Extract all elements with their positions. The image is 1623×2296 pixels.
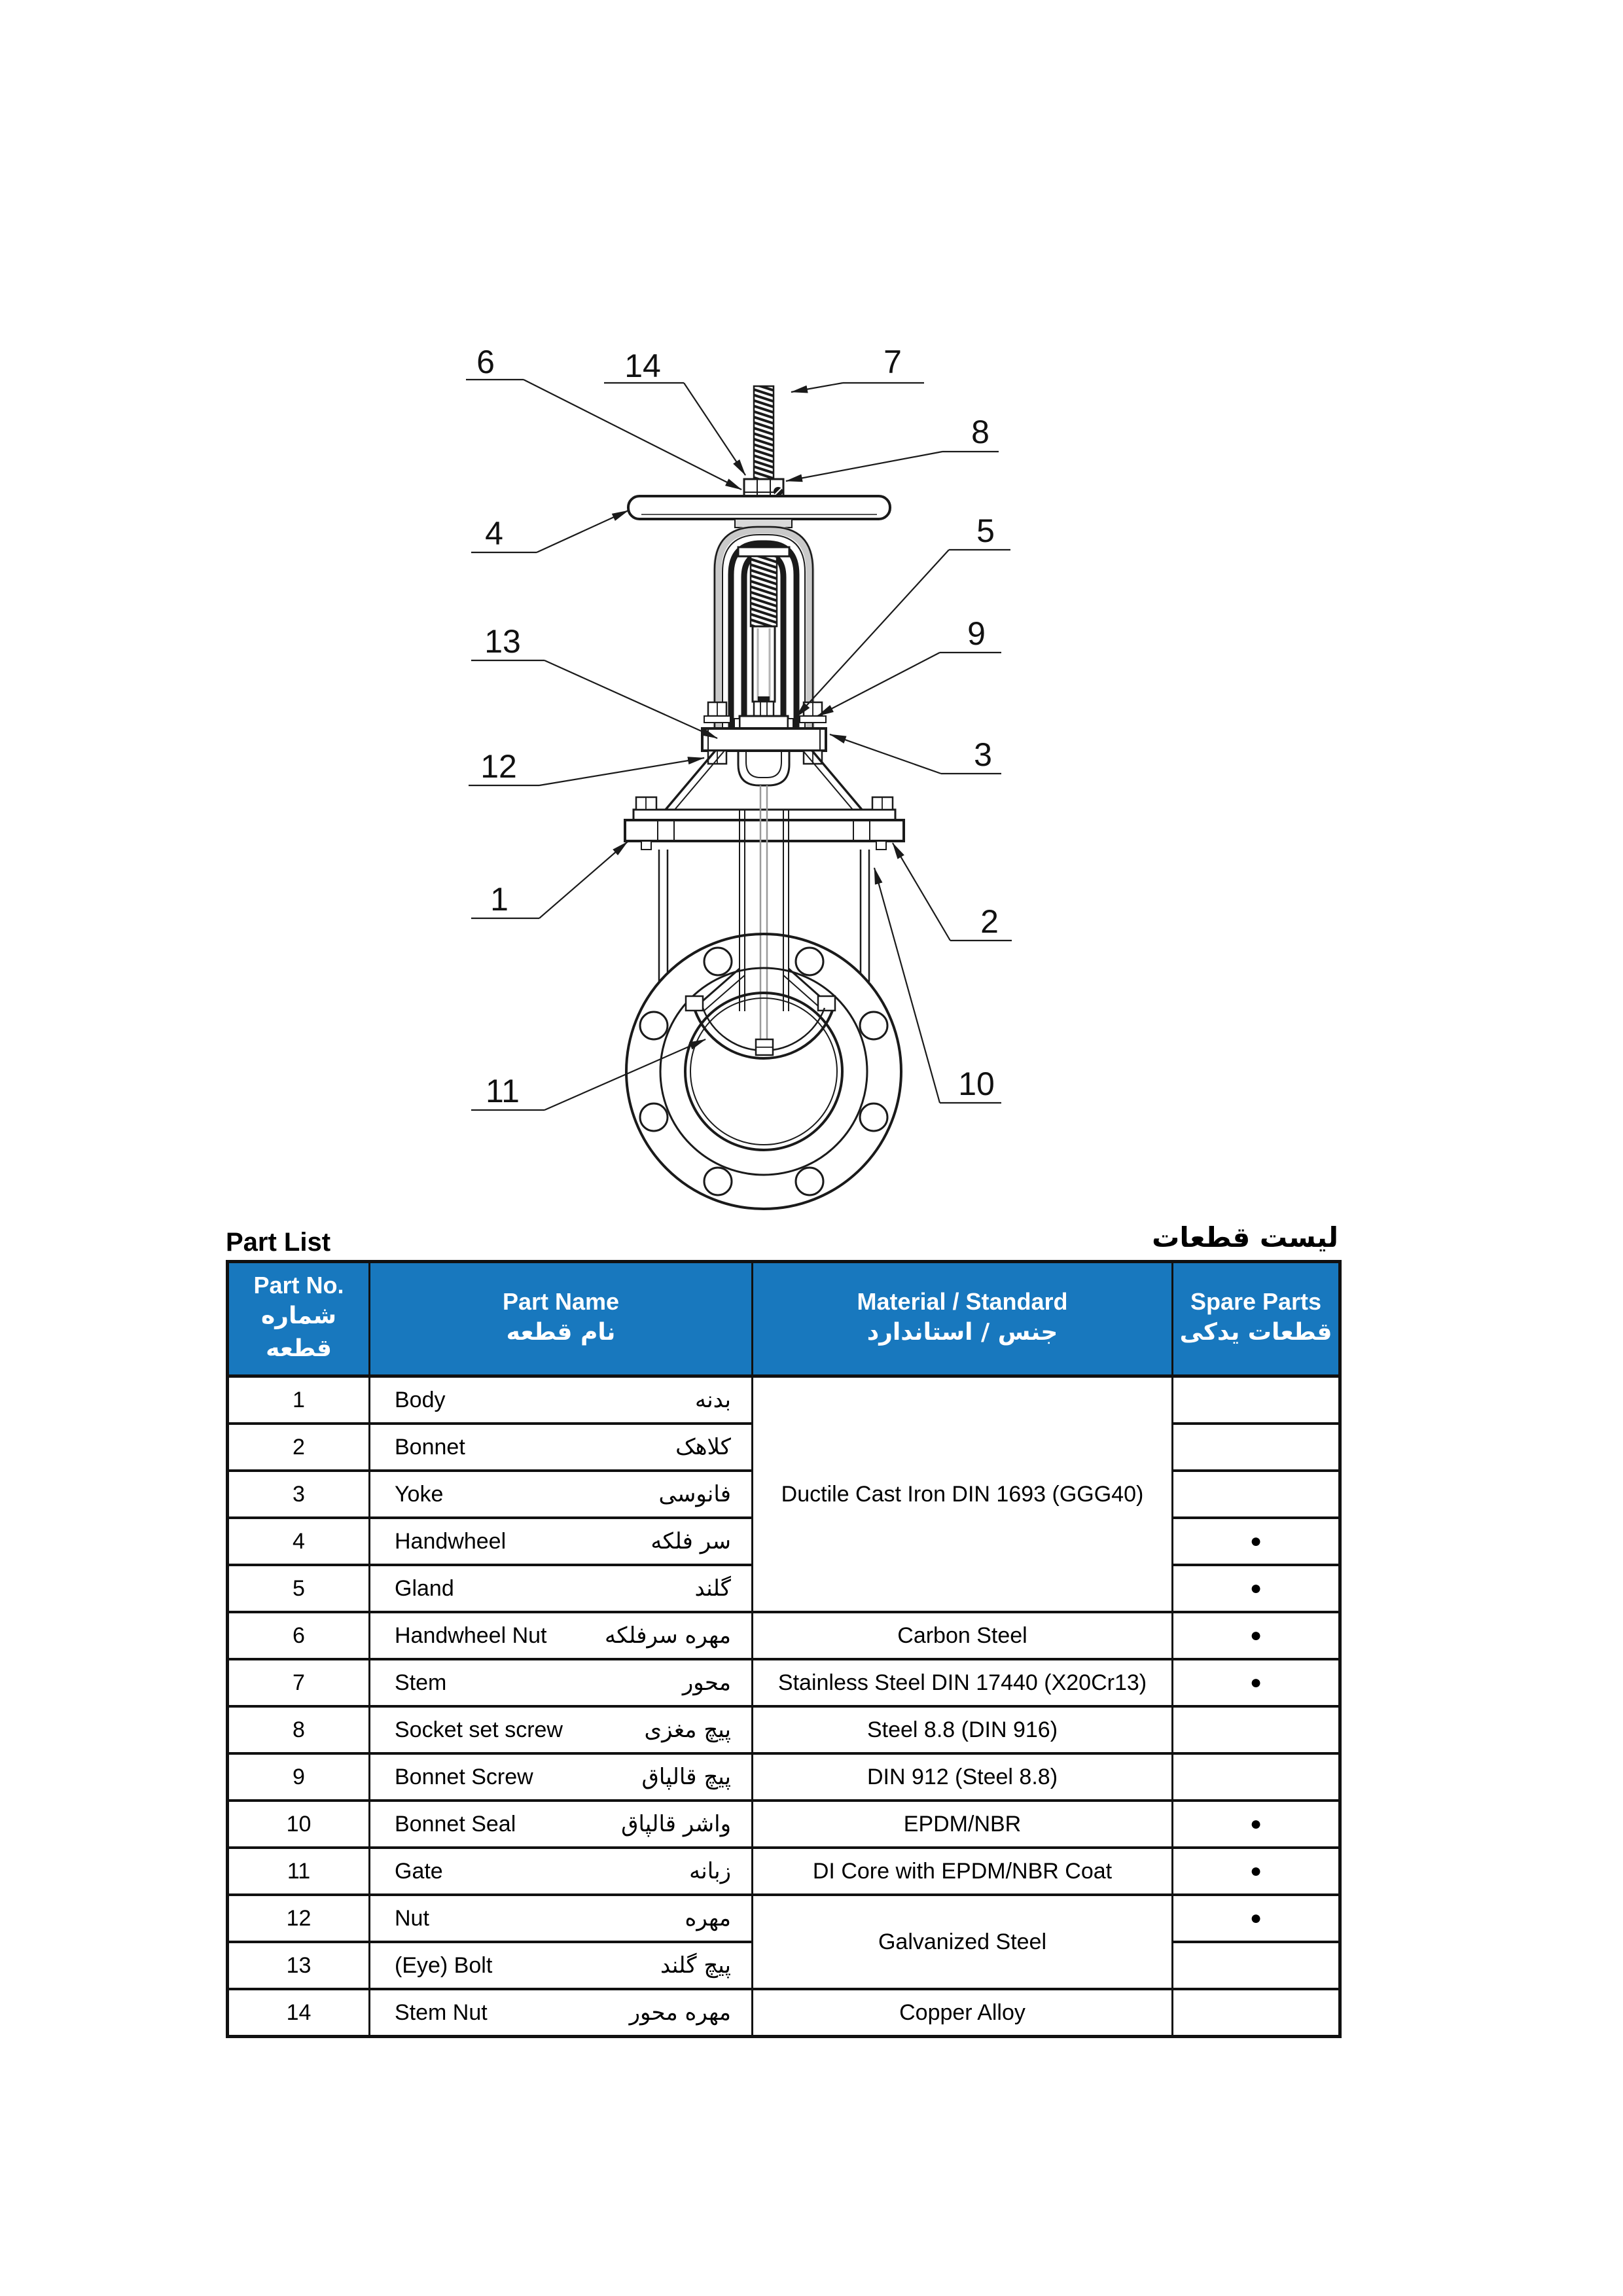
header-part-no [228,1262,370,1376]
callout-label-1: 1 [490,881,508,918]
part-name-en: Bonnet [395,1434,465,1460]
part-list-title: Part List [226,1228,331,1257]
cell-no: 10 [228,1801,370,1848]
cell-name [370,1376,753,1424]
table-row [228,1659,1340,1706]
callout-label-11: 11 [486,1073,520,1109]
stem-thread [754,386,774,479]
cell-no: 1 [228,1376,370,1424]
part-name-fa: زبانه [689,1858,731,1884]
cell-name [370,1942,753,1989]
part-name-en: Bonnet Seal [395,1811,516,1837]
cell-material: Galvanized Steel [753,1895,1173,1989]
callout-label-3: 3 [974,736,992,773]
stem [751,556,777,702]
cell-no: 13 [228,1942,370,1989]
part-name-fa: پیچ مغزی [644,1717,731,1743]
cell-material: DI Core with EPDM/NBR Coat [753,1848,1173,1895]
callout-label-7: 7 [883,344,902,380]
cell-name [370,1471,753,1518]
part-name-en: Gland [395,1575,454,1601]
cell-material: Copper Alloy [753,1989,1173,2037]
cell-spare [1173,1753,1340,1801]
cell-name [370,1848,753,1895]
cell-no: 8 [228,1706,370,1753]
callout-14 [604,383,745,475]
cell-spare: ● [1173,1895,1340,1942]
part-name-en: Yoke [395,1481,444,1507]
table-row [228,1706,1340,1753]
part-name-en: Bonnet Screw [395,1764,533,1789]
callout-8 [786,452,999,481]
cell-no: 6 [228,1612,370,1659]
part-name-en: Body [395,1387,446,1412]
callout-label-10: 10 [958,1066,995,1102]
cell-spare [1173,1942,1340,1989]
cell-spare [1173,1376,1340,1424]
header-spare [1173,1262,1340,1376]
cell-spare: ● [1173,1659,1340,1706]
callout-label-6: 6 [476,344,495,380]
callout-label-5: 5 [976,512,995,549]
cell-no: 14 [228,1989,370,2037]
cell-spare [1173,1989,1340,2037]
table-row [228,1612,1340,1659]
part-name-fa: سر فلکه [651,1528,731,1554]
cell-no: 4 [228,1518,370,1565]
cell-name [370,1659,753,1706]
header-part-no-en: Part No. [253,1272,344,1299]
handwheel [628,496,890,528]
callout-13 [471,660,717,738]
cell-name [370,1895,753,1942]
cell-material: Stainless Steel DIN 17440 (X20Cr13) [753,1659,1173,1706]
callout-6 [466,380,741,490]
header-part-no-fa: شماره قطعه [260,1302,337,1362]
cell-spare: ● [1173,1848,1340,1895]
body-flange [626,934,901,1209]
cell-spare: ● [1173,1801,1340,1848]
callout-label-2: 2 [980,903,999,940]
callout-label-12: 12 [480,748,517,785]
part-name-fa: مهره سرفلکه [604,1623,731,1649]
part-name-en: (Eye) Bolt [395,1952,493,1978]
table-header-row [228,1262,1340,1376]
cell-spare: ● [1173,1565,1340,1612]
header-part-name-fa: نام قطعه [506,1319,616,1346]
callout-label-9: 9 [967,615,986,652]
part-list-title-farsi: لیست قطعات [1152,1221,1338,1253]
cell-no: 2 [228,1424,370,1471]
table-row [228,1895,1340,1942]
socket-set-screw [774,487,783,496]
part-name-fa: پیچ گلند [660,1952,731,1979]
cell-spare [1173,1424,1340,1471]
part-name-en: Nut [395,1905,429,1931]
header-spare-fa: قطعات یدکی [1179,1319,1332,1346]
part-name-fa: فانوسی [658,1481,731,1507]
cell-name [370,1753,753,1801]
cell-name [370,1518,753,1565]
callout-label-14: 14 [624,348,661,384]
header-material-fa: جنس / استاندارد [866,1319,1058,1346]
part-name-en: Stem [395,1670,447,1695]
part-name-fa: کلاهک [675,1434,731,1460]
yoke-base-flange [702,728,826,751]
cell-name [370,1612,753,1659]
part-name-fa: پیچ قالپاق [641,1764,731,1790]
callout-label-4: 4 [485,515,503,552]
cell-spare: ● [1173,1612,1340,1659]
header-part-name-en: Part Name [502,1288,620,1315]
callout-9 [817,653,1001,716]
cell-material: Carbon Steel [753,1612,1173,1659]
part-name-fa: واشر قالپاق [621,1811,731,1837]
table-row [228,1376,1340,1424]
cell-material: DIN 912 (Steel 8.8) [753,1753,1173,1801]
cell-no: 9 [228,1753,370,1801]
part-name-en: Stem Nut [395,2000,488,2025]
part-name-fa: بدنه [694,1387,731,1413]
header-material [753,1262,1173,1376]
callout-7 [791,383,924,392]
callout-label-13: 13 [484,623,521,660]
cell-spare [1173,1471,1340,1518]
part-name-fa: مهره محور [629,2000,731,2026]
valve-drawing [366,288,1086,1302]
table-row [228,1848,1340,1895]
cell-material: Steel 8.8 (DIN 916) [753,1706,1173,1753]
part-name-en: Socket set screw [395,1717,563,1742]
part-name-en: Gate [395,1858,443,1884]
header-spare-en: Spare Parts [1190,1288,1322,1315]
cell-material: EPDM/NBR [753,1801,1173,1848]
cell-material: Ductile Cast Iron DIN 1693 (GGG40) [753,1376,1173,1613]
cell-name [370,1989,753,2037]
part-name-en: Handwheel Nut [395,1623,547,1648]
cell-name [370,1424,753,1471]
part-name-en: Handwheel [395,1528,507,1554]
cell-no: 3 [228,1471,370,1518]
cell-name [370,1706,753,1753]
table-row [228,1753,1340,1801]
part-name-fa: مهره [685,1905,731,1931]
cell-no: 12 [228,1895,370,1942]
cell-no: 5 [228,1565,370,1612]
cell-no: 7 [228,1659,370,1706]
cell-spare [1173,1706,1340,1753]
header-material-en: Material / Standard [857,1288,1068,1315]
cell-name [370,1801,753,1848]
part-list-table [226,1260,1342,2038]
cell-no: 11 [228,1848,370,1895]
header-part-name [370,1262,753,1376]
bonnet-flange [625,810,904,841]
cell-name [370,1565,753,1612]
part-name-fa: محور [682,1670,731,1696]
table-row [228,1989,1340,2037]
cell-spare: ● [1173,1518,1340,1565]
callout-label-8: 8 [971,414,990,450]
table-row [228,1801,1340,1848]
part-name-fa: گلند [694,1575,731,1602]
